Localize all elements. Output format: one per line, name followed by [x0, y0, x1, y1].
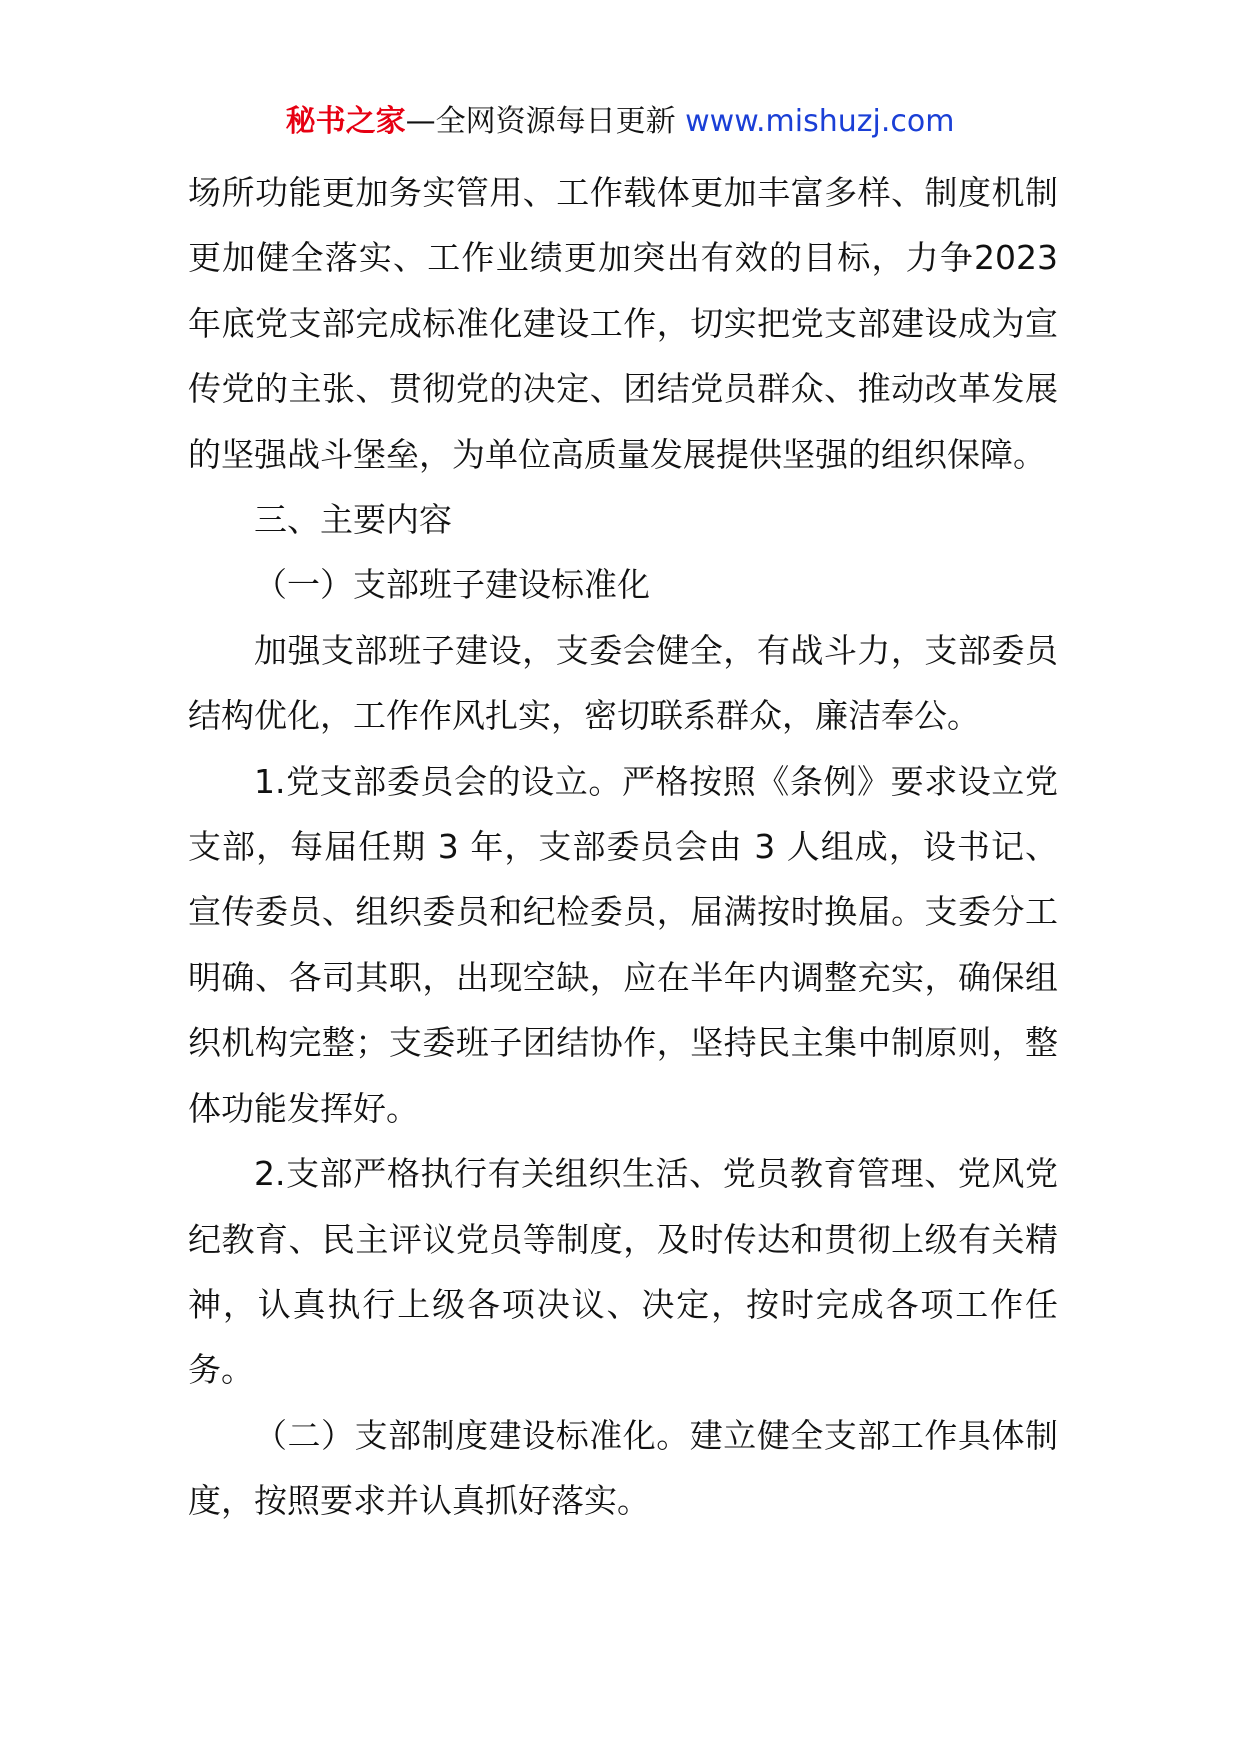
site-url-link[interactable]: www.mishuzj.com [685, 104, 955, 139]
brand-name: 秘书之家 [285, 104, 406, 139]
header-tagline: —全网资源每日更新 [405, 104, 676, 139]
document-body [188, 160, 1058, 1534]
paragraph-item-2-regulations: 2.支部严格执行有关组织生活、党员教育管理、党风党纪教育、民主评议党员等制度，及时传达和贯彻上级有关精神，认真执行上级各项决议、决定，按时完成各项工作任务。 [188, 1154, 1058, 1390]
subsection-heading-team-building: （一）支部班子建设标准化 [254, 565, 650, 605]
subsection-heading-system-building: （二）支部制度建设标准化。建立健全支部工作具体制度，按照要求并认真抓好落实。 [188, 1415, 1058, 1521]
page-header [0, 100, 1240, 144]
paragraph-item-1-committee: 1.党支部委员会的设立。严格按照《条例》要求设立党支部，每届任期 3 年，支部委员会由 3 人组成，设书记、宣传委员、组织委员和纪检委员，届满按时换届。支委分工明确、各司其职，出现空缺，应在半年内调整充实，确保组织机构完整；支委班子团结协作，坚持民主集中制原则，整体功能发挥好。 [188, 761, 1058, 1128]
section-heading-main-content: 三、主要内容 [254, 500, 452, 540]
paragraph-team-building: 加强支部班子建设，支委会健全，有战斗力，支部委员结构优化，工作作风扎实，密切联系群众，廉洁奉公。 [188, 630, 1058, 736]
paragraph-continued-goals: 场所功能更加务实管用、工作载体更加丰富多样、制度机制更加健全落实、工作业绩更加突出有效的目标，力争2023年底党支部完成标准化建设工作，切实把党支部建设成为宣传党的主张、贯彻党的决定、团结党员群众、推动改革发展的坚强战斗堡垒，为单位高质量发展提供坚强的组织保障。 [188, 173, 1058, 474]
